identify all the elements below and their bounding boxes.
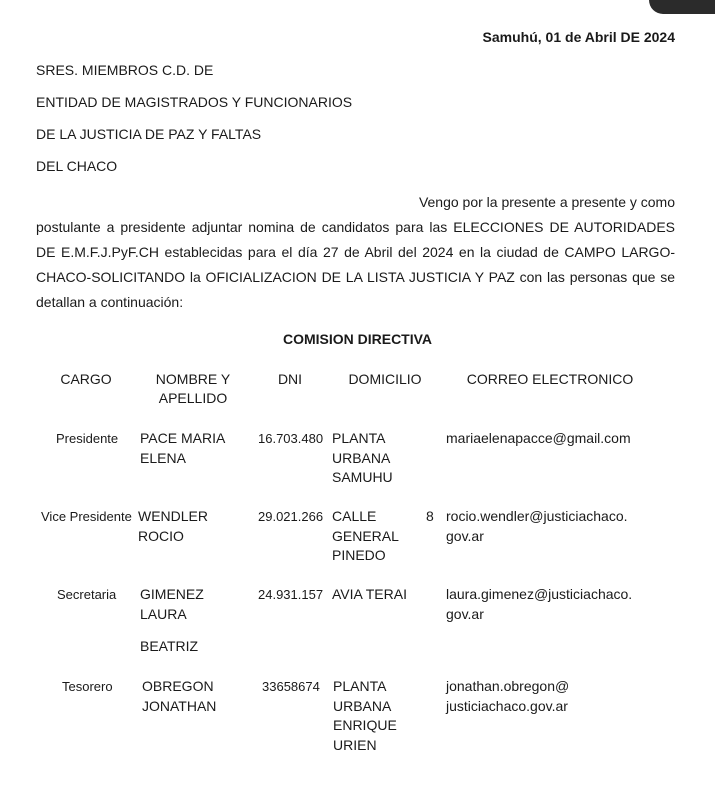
cell-nombre: GIMENEZ LAURA [140,586,204,622]
cell-domicilio: AVIA TERAI [332,586,407,602]
cell-extra: 8 [426,508,434,524]
cell-domicilio: PLANTA URBANA SAMUHU [332,430,393,485]
header-cargo: CARGO [60,371,112,387]
cell-nombre-cont: BEATRIZ [140,638,199,654]
cell-correo: laura.gimenez@justiciachaco. gov.ar [446,586,633,622]
cell-nombre: WENDLER ROCIO [138,508,209,544]
section-title: COMISION DIRECTIVA [282,331,433,347]
cell-domicilio: CALLE GENERAL PINEDO [332,508,399,563]
header-nombre: NOMBRE Y APELLIDO [155,371,231,406]
cell-nombre: OBREGON JONATHAN [142,678,217,714]
body-rest: postulante a presidente adjuntar nomina de candidatos para las ELECCIONES DE AUTORIDADES DE E.M.F.J.PyF.CH establecidas para el día 27 de Abril del 2024 en la ciudad de CAMPO LARGO-CHACO-SOLICITANDO la OFICIALIZACION DE LA LISTA JUSTICIA Y PAZ con las personas que se detallan a continuación: [36,219,675,310]
address-line-3: DE LA JUSTICIA DE PAZ Y FALTAS [36,126,262,142]
body-paragraph [36,190,675,315]
cell-cargo: Vice Presidente [41,509,132,524]
corner-shadow [649,0,715,14]
header-dni: DNI [277,371,303,387]
cell-cargo: Tesorero [62,679,113,694]
cell-cargo: Secretaria [57,587,117,602]
cell-nombre: PACE MARIA ELENA [140,430,226,466]
cell-correo: jonathan.obregon@ justiciachaco.gov.ar [446,678,570,714]
cell-dni: 16.703.480 [258,431,324,446]
cell-dni: 29.021.266 [258,509,324,524]
address-line-2: ENTIDAD DE MAGISTRADOS Y FUNCIONARIOS [36,94,353,110]
header-correo: CORREO ELECTRONICO [466,371,634,387]
cell-correo: mariaelenapacce@gmail.com [446,430,631,446]
cell-correo: rocio.wendler@justiciachaco. gov.ar [446,508,628,544]
body-first-line: Vengo por la presente a presente y como [418,194,675,210]
cell-domicilio: PLANTA URBANA ENRIQUE URIEN [333,678,397,753]
cell-dni: 24.931.157 [258,587,324,602]
cell-dni: 33658674 [262,679,320,694]
date-line: Samuhú, 01 de Abril DE 2024 [482,29,675,45]
cell-cargo: Presidente [56,431,119,446]
address-line-1: SRES. MIEMBROS C.D. DE [36,62,214,78]
header-domicilio: DOMICILIO [348,371,422,387]
address-line-4: DEL CHACO [36,158,118,174]
